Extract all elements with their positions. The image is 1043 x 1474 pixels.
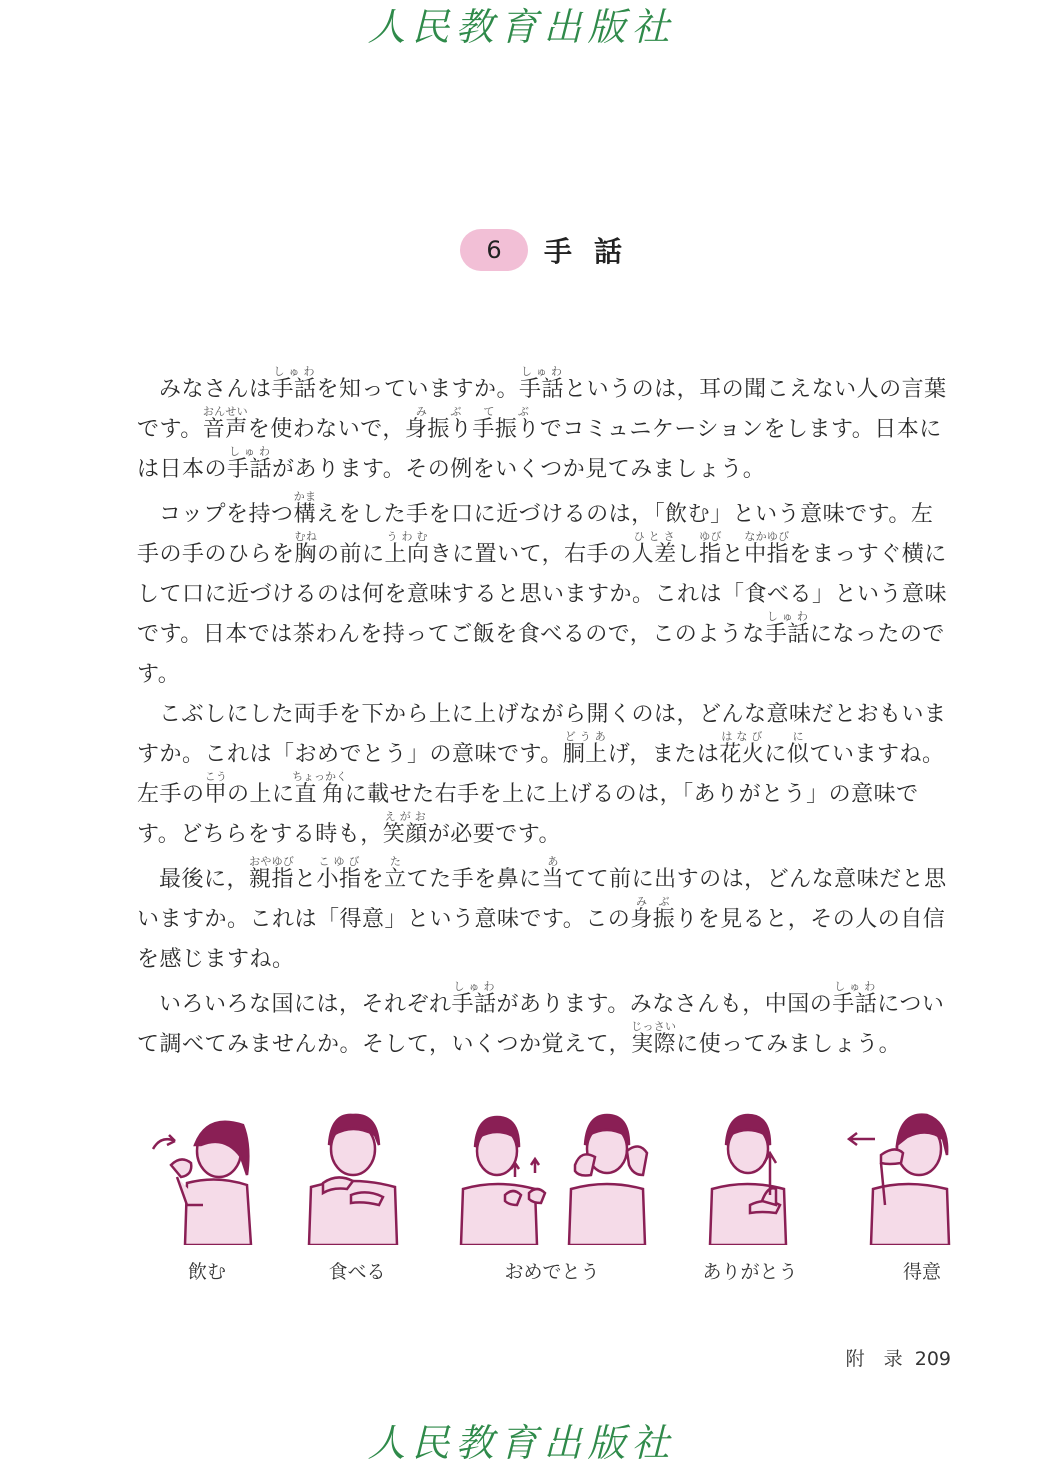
furigana-word: 手話しゅわ (227, 445, 273, 482)
furigana-reading: しゅわ (451, 980, 497, 993)
furigana-reading: てぶ (472, 405, 540, 418)
page-number: 209 (914, 1348, 951, 1370)
furigana-reading: た (384, 855, 407, 868)
furigana-reading: はなび (719, 730, 765, 743)
sign-congratulations-illustration (457, 1105, 657, 1245)
sign-thank-you-illustration (702, 1105, 812, 1245)
furigana-word: 中指なかゆび (744, 530, 790, 567)
furigana-word: 音声おんせい (202, 405, 248, 442)
footer-label: 附 录 (845, 1348, 903, 1370)
furigana-word: 立た (384, 855, 407, 892)
furigana-reading: かま (293, 490, 317, 503)
furigana-reading: しゅわ (832, 980, 878, 993)
furigana-reading: みぶ (630, 895, 676, 908)
caption-thank-you: ありがとう (702, 1261, 798, 1283)
caption-proud: 得意 (902, 1261, 941, 1283)
furigana-word: 胸むね (294, 530, 318, 567)
caption-drink: 飲む (187, 1261, 226, 1283)
furigana-word: 当あ (541, 855, 565, 892)
paragraph: みなさんは手話しゅわを知っていますか。手話しゅわというのは，耳の聞こえない人の言葉です。音声おんせいを使わないで，身振りみぶ手振りてぶでコミュニケーションをします。日本には日本の手話しゅわがあります。その例をいくつか見てみましょう。 (137, 365, 947, 482)
furigana-word: 直角ちょっかく (292, 770, 348, 807)
furigana-reading: しゅわ (271, 365, 317, 378)
furigana-word: 甲こう (204, 770, 228, 807)
sign-drink-illustration (147, 1105, 257, 1245)
furigana-word: 構かま (293, 490, 317, 527)
furigana-reading: ひとさ (631, 530, 677, 543)
furigana-reading: えがお (382, 810, 428, 823)
furigana-reading: しゅわ (764, 610, 810, 623)
furigana-reading: みぶ (404, 405, 473, 418)
furigana-reading: あ (541, 855, 565, 868)
furigana-word: 指ゆび (699, 530, 722, 567)
caption-eat: 食べる (328, 1261, 386, 1283)
furigana-reading: おんせい (202, 405, 248, 418)
furigana-word: 笑顔えがお (382, 810, 428, 847)
furigana-word: 手話しゅわ (832, 980, 878, 1017)
paragraph: コップを持つ構かまえをした手を口に近づけるのは，「飲む」という意味です。左手の手のひらを胸むねの前に上向うわむきに置いて，右手の人差ひとさし指ゆびと中指なかゆびをまっすぐ横にして口に近づけるのは何を意味すると思いますか。これは「食べる」という意味です。日本では茶わんを持ってご飯を食べるので，このような手話しゅわになったのです。 (137, 490, 948, 687)
paragraph: こぶしにした両手を下から上に上げながら開くのは，どんな意味だとおもいますか。これは「おめでとう」の意味です。胴上どうあげ，または花火はなびに似にていますね。左手の甲こうの上に直角ちょっかくに載せた右手を上に上げるのは，「ありがとう」の意味です。どちらをする時も，笑顔えがおが必要です。 (137, 702, 947, 847)
furigana-reading: むね (294, 530, 318, 543)
furigana-word: 手振りてぶ (472, 405, 540, 442)
furigana-word: 胴上どうあ (562, 730, 608, 767)
publisher-header: 人民教育出版社 (367, 5, 676, 49)
paragraph: いろいろな国には，それぞれ手話しゅわがあります。みなさんも，中国の手話しゅわについて調べてみませんか。そして，いくつか覚えて，実際じっさいに使ってみましょう。 (137, 980, 945, 1057)
publisher-footer: 人民教育出版社 (367, 1421, 676, 1465)
furigana-word: 身振りみぶ (404, 405, 473, 442)
furigana-word: 似に (786, 730, 810, 767)
furigana-word: 人差ひとさ (631, 530, 677, 567)
furigana-reading: うわむ (384, 530, 430, 543)
furigana-reading: じっさい (631, 1020, 677, 1033)
furigana-reading: おやゆび (249, 855, 295, 868)
furigana-word: 手話しゅわ (271, 365, 317, 402)
furigana-reading: しゅわ (227, 445, 273, 458)
furigana-reading: こう (204, 770, 228, 783)
body-text (137, 365, 952, 1065)
sign-eat-illustration (297, 1105, 407, 1245)
furigana-word: 身振みぶ (630, 895, 676, 932)
caption-congratulations: おめでとう (504, 1261, 600, 1283)
sign-language-illustrations (137, 1105, 952, 1295)
furigana-reading: なかゆび (744, 530, 790, 543)
paragraph: 最後に，親指おやゆびと小指こゆびを立たてた手を鼻に当あてて前に出すのは，どんな意味だと思いますか。これは「得意」という意味です。この身振みぶりを見ると，その人の自信を感じますね。 (137, 855, 947, 972)
furigana-reading: こゆび (316, 855, 362, 868)
furigana-word: 小指こゆび (316, 855, 362, 892)
furigana-reading: ゆび (699, 530, 722, 543)
furigana-reading: どうあ (562, 730, 608, 743)
furigana-word: 手話しゅわ (519, 365, 565, 402)
furigana-reading: しゅわ (519, 365, 565, 378)
furigana-reading: ちょっかく (292, 770, 348, 783)
furigana-word: 花火はなび (719, 730, 765, 767)
lesson-title (460, 228, 644, 272)
sign-proud-illustration (847, 1105, 952, 1245)
lesson-number-badge: 6 (460, 229, 528, 271)
furigana-word: 実際じっさい (631, 1020, 677, 1057)
lesson-title-text: 手話 (544, 235, 645, 268)
furigana-word: 上向うわむ (384, 530, 430, 567)
furigana-word: 手話しゅわ (451, 980, 497, 1017)
furigana-word: 手話しゅわ (764, 610, 810, 647)
furigana-word: 親指おやゆび (249, 855, 295, 892)
page-footer (840, 1344, 951, 1371)
furigana-reading: に (786, 730, 810, 743)
